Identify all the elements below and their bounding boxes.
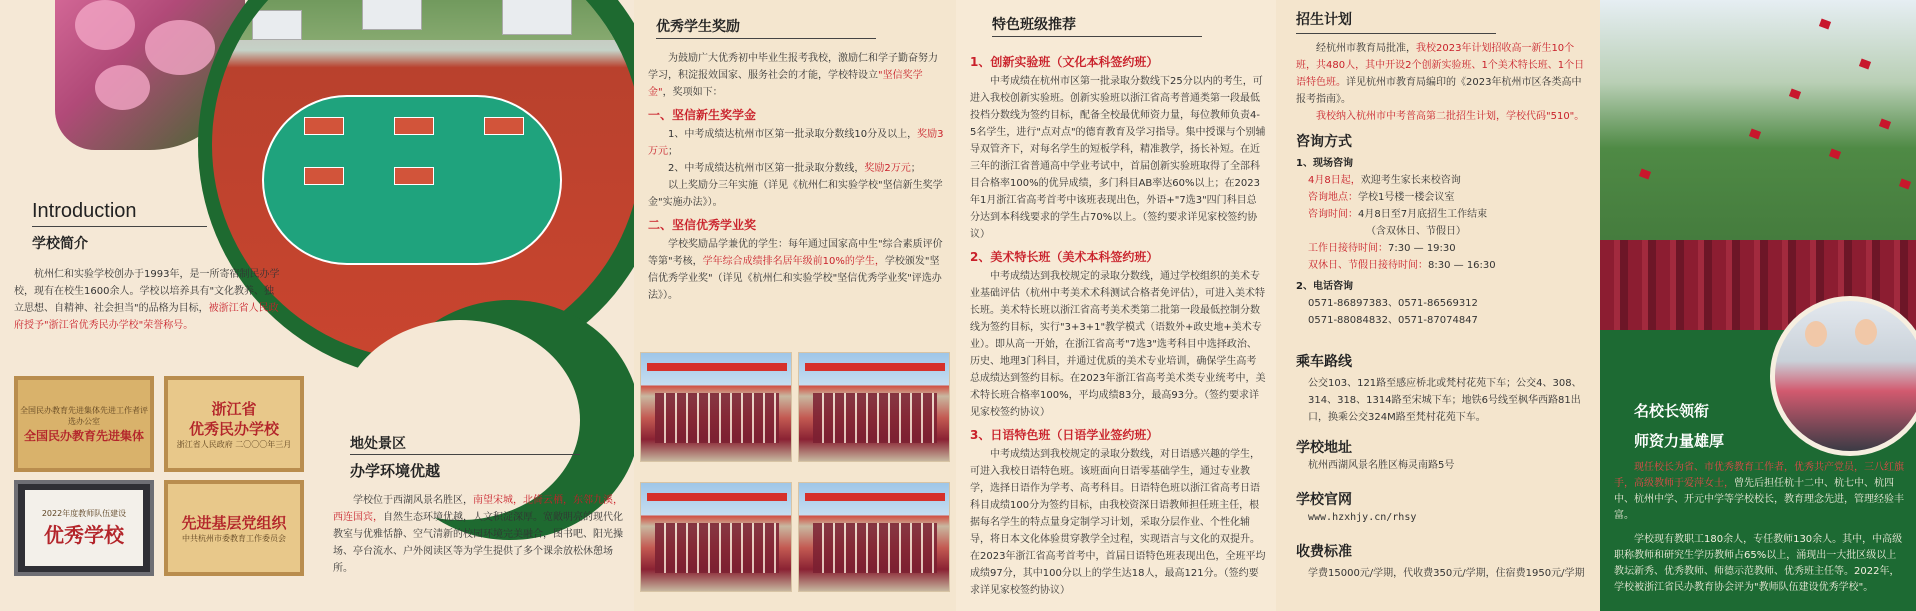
divider [1296,33,1496,34]
plaque-caption: 2022年度教师队伍建设 [41,509,127,518]
consult-time-label: 咨询时间： [1308,209,1358,220]
panel-admissions [1276,0,1600,611]
class-innovation-title: 1、创新实验班（文化本科签约班） [970,55,1159,69]
location-text: 学校位于西湖风景名胜区， [353,495,473,506]
faculty-body: 学校现有教职工180余人，专任教师130余人。其中，中高级职称教师和研究生学历教师占65%以上，涌现出一大批区级以上教坛新秀、优秀教师、师德示范教师、优秀班主任等。2022年，学校被浙江省民办教育协会评为"教师队伍建设优秀学校"。 [1614,534,1903,593]
phone-numbers: 0571-86897383、0571-86569312 [1308,298,1478,309]
plaque-title: 优秀学校 [44,523,124,547]
website-section [1296,492,1586,526]
plaque-zhejiang-excellent [164,376,304,472]
website-title: 学校官网 [1296,492,1352,508]
awards-body [648,50,946,304]
plaque-national-collective [14,376,154,472]
school-code: 我校纳入杭州市中考普高第二批招生计划，学校代码"510"。 [1316,111,1585,122]
consult-time-note: （含双休日、节假日） [1366,226,1466,237]
principal-body [1614,460,1906,524]
phone-numbers: 0571-88084832、0571-87074847 [1308,315,1478,326]
award-amount: 奖励2万元 [864,163,911,174]
plaque-caption: 全国民办教育先进集体先进工作者评选办公室 [20,405,148,426]
award-highlight: 学年综合成绩排名居年级前10%的学生， [702,256,885,267]
award-item: 学校奖励品学兼优的学生：每年通过国家高中生"综合素质评价等第"考核， [648,239,943,267]
awards-heading-academic: 二、坚信优秀学业奖 [648,218,757,232]
plaque-party-organization [164,480,304,576]
workday-label: 工作日接待时间： [1308,243,1388,254]
awards-intro: 为鼓励广大优秀初中毕业生报考我校，激励仁和学子勤奋努力学习，积淀报效国家、服务社会的才能，学校特设立 [648,53,938,81]
intro-text: 杭州仁和实验学校创办于1993年，是一所寄宿制民办学校，现有在校生1600余人。学校以培养具有"文化教养、独立思想、自精神、社会担当"的品格为目标， [14,269,280,314]
plaque-caption: 浙江省人民政府 二〇〇〇年三月 [176,439,292,449]
bus-routes: 公交103、121路至感应桥北或梵村花苑下车；公交4、308、314、318、1314路至宋城下车；地铁6号线至枫华西路81出口，换乘公交324M路至梵村花苑下车。 [1308,378,1582,423]
awards-heading-new-student: 一、坚信新生奖学金 [648,108,757,122]
panel-awards [634,0,956,611]
principal-photo [1770,296,1916,456]
intro-title: Introduction [32,200,137,222]
swoosh-mask [340,320,580,520]
class-japanese-body: 中考成绩达到我校规定的录取分数线，对日语感兴趣的学生，可进入我校日语特色班。该班面向日语零基础学生，通过专业教学，选择日语作为学考、高考科目。日语特色班以浙江省高考日语科目成绩100分为签约目标，由我校资深日语教师担任班主任，根据每名学生的特点量身定制学习计划，采取分层作业、个性化辅导，将日本文化体验贯穿教学全过程，实现语言与文化的双提升。在2023年浙江省高考首考中，首届日语特色班表现出色，全班平均成绩97分，其中100分以上的学生达18人，最高121分。（签约要求详见家校签约协议） [970,449,1266,596]
consult-date-note: 欢迎考生家长来校咨询 [1360,175,1461,186]
classes-body [970,48,1266,599]
enrollment-highlight: 我校2023年计划招收高一新生10个班，共480人，其中开设2个创新实验班、1个美术特长班、1个日语特色班。 [1296,43,1585,88]
location-highlight: 南望宋城，北倚云栖，东邻九溪，西连国宾， [333,495,623,523]
punct: ； [668,146,678,157]
panel-special-classes [956,0,1276,611]
divider [992,36,1202,37]
plaque-title: 浙江省 优秀民办学校 [188,399,279,438]
plaque-title: 全国民办教育先进集体 [23,428,144,443]
bus-section [1296,354,1586,426]
bus-title: 乘车路线 [1296,354,1352,370]
consult-place-label: 咨询地点： [1308,192,1358,203]
enrollment-title: 招生计划 [1296,12,1352,28]
award-ceremony-photo [640,482,792,592]
enrollment-text: 经杭州市教育局批准， [1316,43,1416,54]
location-subtitle: 办学环境优越 [350,462,441,480]
address-title: 学校地址 [1296,440,1352,456]
awards-intro: ，奖项如下： [662,87,723,98]
plaque-excellent-school [14,480,154,576]
award-ceremony-photo [798,352,950,462]
intro-highlight: 被浙江省人民政府授予"浙江省优秀民办学校"荣誉称号。 [14,303,279,331]
enrollment-text: 详见杭州市教育局编印的《2023年杭州市区各类高中报考指南》。 [1296,77,1582,105]
graduation-photo [1600,0,1916,330]
plaque-caption: 中共杭州市委教育工作委员会 [182,534,286,543]
classes-title: 特色班级推荐 [992,17,1076,33]
address-value: 杭州西湖风景名胜区梅灵南路5号 [1308,460,1455,471]
holiday-label: 双休日、节假日接待时间： [1308,260,1428,271]
website-link[interactable]: www.hzxhjy.cn/rhsy [1308,512,1417,523]
divider [32,226,207,227]
class-art-body: 中考成绩达到我校规定的录取分数线，通过学校组织的美术专业基础评估（杭州中考美术术科测试合格者免评估），可进入美术特长班。美术特长班以浙江省高考美术类第二批第一段最低控制分数线为签约目标，实行"3+3+1"教学模式（语数外+政史地+美术专业）。即从高一开始，在浙江省高考"7选3"选考科目中选择政治、历史、地理3门科目，并通过优质的美术专业培训，确保学生高考总成绩达到签约目标。在2023年浙江省高考美术类专业统考中，美术特长班合格率100%，平均成绩83分，最高93分。（签约要求详见家校签约协议） [970,271,1266,418]
consult-date: 4月8日起， [1308,175,1361,186]
principal-title: 名校长领衔 [1634,402,1710,420]
fees-value: 学费15000元/学期，代收费350元/学期，住宿费1950元/学期 [1308,568,1585,579]
award-item: 学校颁发"坚信优秀学业奖"（详见《杭州仁和实验学校"坚信优秀学业奖"评选办法》）。 [648,256,942,301]
consult-section [1296,134,1586,329]
award-note: 以上奖励分三年实施（详见《杭州仁和实验学校"坚信新生奖学金"实施办法》）。 [648,180,943,208]
principal-highlight: 现任校长为省、市优秀教育工作者，优秀共产党员，三八红旗手，高级教师于爱萍女士， [1614,462,1904,489]
consult-phone: 2、电话咨询 [1296,281,1353,292]
address-section [1296,440,1586,474]
enrollment-section [1296,12,1586,125]
class-innovation-body: 中考成绩在杭州市区第一批录取分数线下25分以内的考生，可进入我校创新实验班。创新实验班以浙江省高考普通类第一段最低投档分数线为签约目标，配备全校最优师资力量，每位教师负责4-5名学生，进行"点对点"的德育教育及学习指导。集中授课与个别辅导双管齐下，对每名学生的短板学科，精准教学，扬长补短。在近三年的浙江省普通高中学业考试中，首届创新实验班取得了全部科目合格率100%的优异成绩，多门科目AB率达60%以上；在2023年1月浙江省高考首考中该班表现出色，外语+"7选3"四门科目总分达到本科线要求的学生占70%以上。（签约要求详见家校签约协议） [970,76,1266,240]
panel-introduction [0,0,634,611]
divider [656,38,876,39]
principal-text: 曾先后担任杭十二中、杭七中、杭四中、杭州中学、开元中学等学校校长，教育理念先进，管理经验丰富。 [1614,478,1904,521]
location-text: 自然生态环境优越，人文积淀深厚。宽敞明亮的现代化教室与优雅恬静、空气清新的校园环境完美融合，图书吧、阳光操场、亭台流水、户外阅读区等为学生提供了多个课余放松休憩场所。 [333,512,623,574]
panel-principal [1600,0,1916,611]
intro-subtitle: 学校简介 [32,236,88,252]
award-amount: 奖励3万元 [648,129,944,157]
consult-place: 学校1号楼一楼会议室 [1358,192,1455,203]
location-title: 地处景区 [350,436,406,452]
consult-time: 4月8日至7月底招生工作结束 [1358,209,1488,220]
workday-hours: 7:30 — 19:30 [1388,243,1456,254]
class-art-title: 2、美术特长班（美术本科签约班） [970,250,1159,264]
divider [350,454,580,455]
class-japanese-title: 3、日语特色班（日语学业签约班） [970,428,1159,442]
plaque-title: 先进基层党组织 [181,514,287,532]
punct: ； [910,163,921,174]
award-ceremony-photo [640,352,792,462]
location-body [333,492,623,577]
fees-section [1296,544,1586,582]
awards-title: 优秀学生奖励 [656,19,740,35]
award-item: 2、中考成绩达杭州市区第一批录取分数线， [668,163,865,174]
intro-body [14,266,282,334]
award-item: 1、中考成绩达杭州市区第一批录取分数线10分及以上， [668,129,918,140]
holiday-hours: 8:30 — 16:30 [1428,260,1496,271]
fees-title: 收费标准 [1296,544,1352,560]
awards-highlight: "坚信奖学金" [648,70,923,98]
consult-title: 咨询方式 [1296,134,1352,150]
award-ceremony-photo [798,482,950,592]
consult-onsite: 1、现场咨询 [1296,158,1353,169]
sports-field [262,95,562,265]
principal-subtitle: 师资力量雄厚 [1634,432,1725,450]
